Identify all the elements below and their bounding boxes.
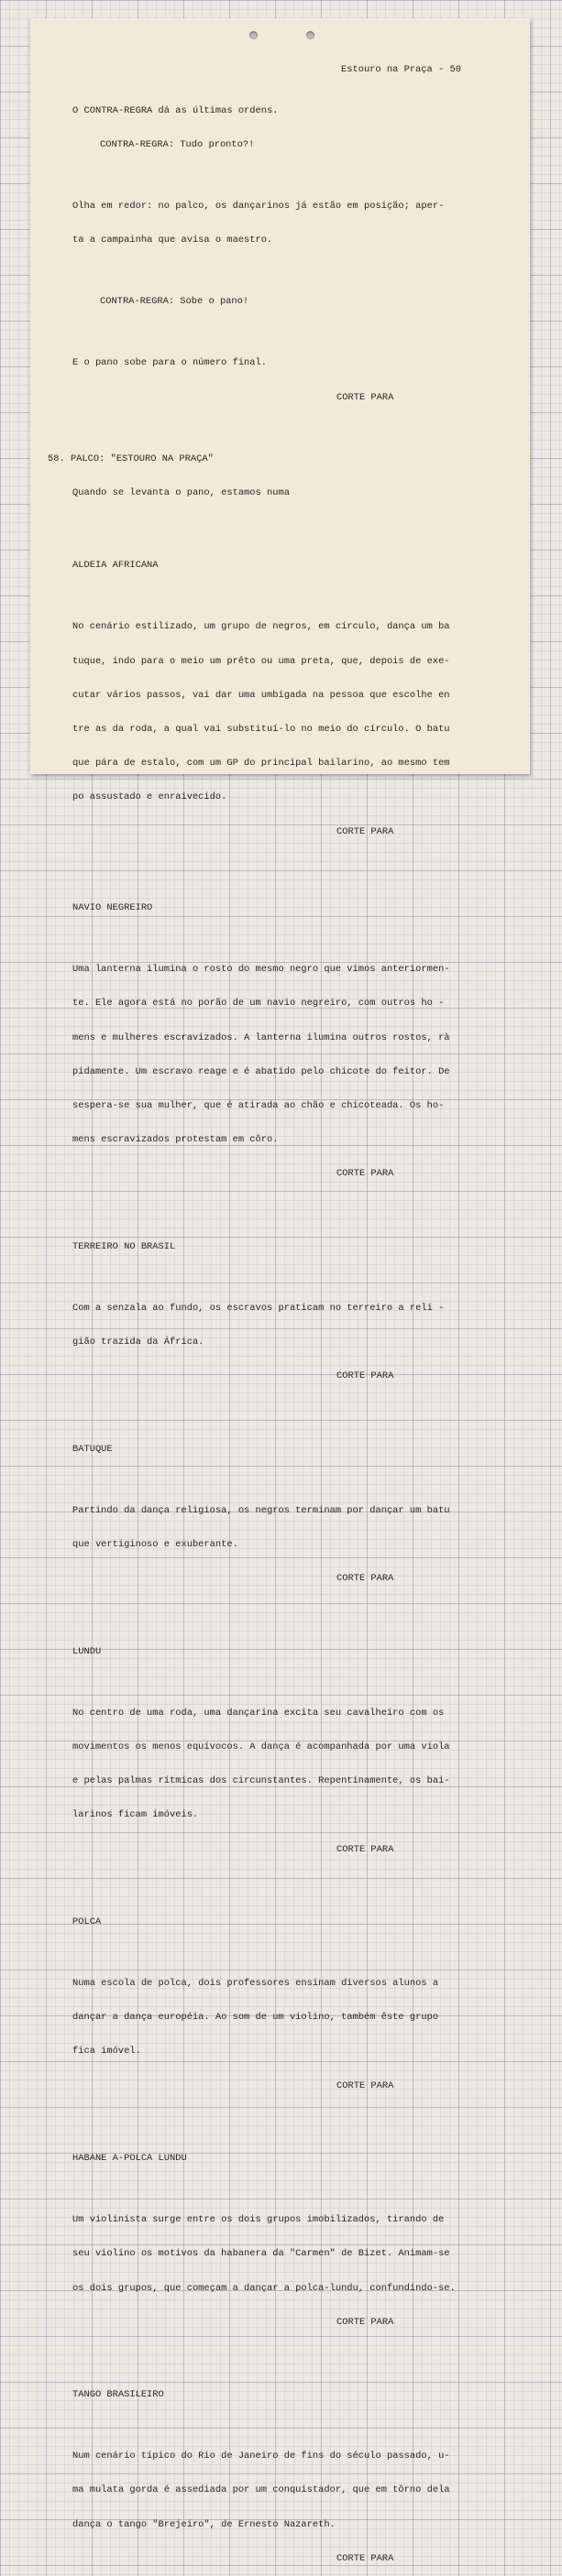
section-line: tre as da roda, a qual vai substituí-lo no meio do círculo. O batu [72,723,450,735]
cut-transition: CORTE PARA [336,1168,394,1180]
stage-direction: Olha em redor: no palco, os dançarinos já estão em posição; aper- [72,201,445,213]
section-line: que pára de estalo, com um GP do principal bailarino, ao mesmo tem [72,758,450,770]
section-title: HABANE A-POLCA LUNDU [72,2153,187,2165]
cut-transition: CORTE PARA [336,2316,394,2328]
section-line: No centro de uma roda, uma dançarina excita seu cavalheiro com os [72,1707,445,1719]
dialogue-line: CONTRA-REGRA: Sobe o pano! [100,296,249,308]
section-title: LUNDU [72,1645,102,1657]
section-line: larinos ficam imóveis. [72,1809,199,1821]
stage-direction: ta a campainha que avisa o maestro. [72,235,273,246]
section-line: Numa escola de polca, dois professores ensinam diversos alunos a [72,1978,439,1989]
section-title: BATUQUE [72,1443,113,1455]
section-title: TANGO BRASILEIRO [72,2389,164,2401]
section-line: fica imóvel. [72,2046,141,2058]
section-line: po assustado e enraivecido. [72,791,227,803]
section-line: cutar vários passos, vai dar uma umbigada na pessoa que escolhe en [72,689,450,701]
script-body [48,82,456,2576]
section-line: dança o tango "Brejeiro", de Ernesto Nazareth. [72,2518,336,2530]
section-line: sespera-se sua mulher, que é atirada ao chão e chicoteada. Os ho- [72,1099,445,1111]
stage-direction: O CONTRA-REGRA dá as últimas ordens. [72,104,279,116]
section-line: os dois grupos, que começam a dançar a polca-lundu, confundindo-se. [72,2282,456,2294]
section-line: Uma lanterna ilumina o rosto do mesmo negro que vimos anteriormen- [72,964,450,976]
section-line: movimentos os menos equívocos. A dança é acompanhada por uma viola [72,1741,450,1752]
section-line: pidamente. Um escravo reage e é abatido pelo chicote do feitor. De [72,1065,450,1077]
dialogue-line: CONTRA-REGRA: Tudo pronto?! [100,139,255,151]
cut-transition: CORTE PARA [336,825,394,837]
scene-heading: 58. PALCO: "ESTOURO NA PRAÇA" [48,453,214,464]
section-line: mens escravizados protestam em côro. [72,1134,279,1146]
cut-transition: CORTE PARA [336,1370,394,1382]
section-title: NAVIO NEGREIRO [72,902,153,914]
section-line: Partindo da dança religiosa, os negros terminam por dançar um batu [72,1504,450,1516]
section-line: gião trazida da África. [72,1337,204,1348]
cut-transition: CORTE PARA [336,391,394,403]
punch-hole [249,31,258,39]
section-line: dançar a dança européia. Ao som de um violino, também êste grupo [72,2012,439,2024]
scene-intro: Quando se levanta o pano, estamos numa [72,486,290,498]
section-line: te. Ele agora está no porão de um navio negreiro, com outros ho - [72,998,445,1010]
section-line: tuque, indo para o meio um prêto ou uma preta, que, depois de exe- [72,655,450,667]
section-line: No cenário estilizado, um grupo de negros, em círculo, dança um ba [72,621,450,633]
cut-transition: CORTE PARA [336,1843,394,1855]
section-line: seu violino os motivos da habanera da "Carmen" de Bizet. Animam-se [72,2248,450,2260]
section-line: que vertiginoso e exuberante. [72,1538,238,1550]
section-title: TERREIRO NO BRASIL [72,1240,176,1252]
section-line: ma mulata gorda é assediada por um conquistador, que em tôrno dela [72,2484,450,2496]
section-line: Num cenário típico do Rio de Janeiro de fins do século passado, u- [72,2450,450,2462]
page-header: Estouro na Praça - 50 [341,64,461,75]
section-line: Com a senzala ao fundo, os escravos praticam no terreiro a reli - [72,1302,445,1314]
cut-transition: CORTE PARA [336,2552,394,2564]
cut-transition: CORTE PARA [336,1573,394,1585]
section-title: POLCA [72,1916,102,1927]
stage-direction: E o pano sobe para o número final. [72,357,268,369]
section-line: e pelas palmas rítmicas dos circunstantes. Repentinamente, os bai- [72,1775,450,1787]
section-line: Um violinista surge entre os dois grupos imobilizados, tirando de [72,2214,445,2226]
punch-hole [306,31,314,39]
cut-transition: CORTE PARA [336,2079,394,2091]
section-line: mens e mulheres escravizados. A lanterna ilumina outros rostos, rà [72,1031,450,1043]
section-title: ALDEIA AFRICANA [72,560,159,572]
